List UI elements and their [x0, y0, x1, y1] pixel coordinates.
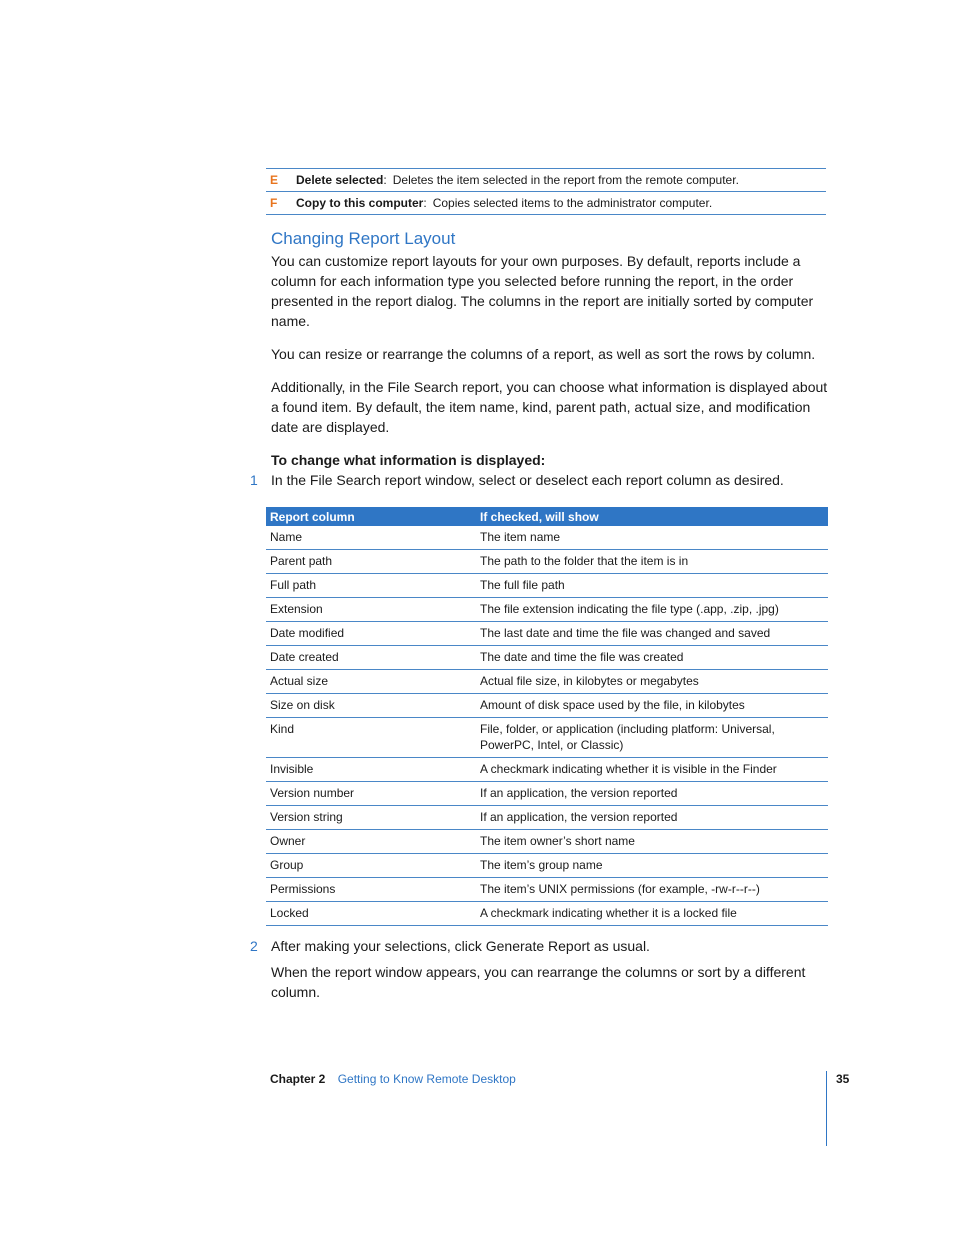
- report-column-name: Version number: [266, 782, 476, 806]
- report-columns-table: [266, 507, 828, 926]
- step-text: In the File Search report window, select or deselect each report column as desired.: [271, 472, 784, 488]
- table-row: [266, 830, 828, 854]
- page-number: 35: [836, 1072, 850, 1086]
- report-column-name: Full path: [266, 574, 476, 598]
- section-heading: Changing Report Layout: [271, 229, 456, 248]
- report-column-description: If an application, the version reported: [476, 782, 828, 806]
- callout-term: Delete selected: [296, 173, 384, 187]
- report-column-name: Locked: [266, 902, 476, 926]
- report-column-name: Parent path: [266, 550, 476, 574]
- table-row: [266, 782, 828, 806]
- report-column-description: The item name: [476, 526, 828, 550]
- table-row: [266, 598, 828, 622]
- table-header-row: [266, 507, 828, 526]
- report-column-name: Date created: [266, 646, 476, 670]
- report-column-description: The item’s UNIX permissions (for example, -rw-r--r--): [476, 878, 828, 902]
- report-column-description: The path to the folder that the item is in: [476, 550, 828, 574]
- report-column-description: The full file path: [476, 574, 828, 598]
- report-column-description: Actual file size, in kilobytes or megabytes: [476, 670, 828, 694]
- report-column-description: If an application, the version reported: [476, 806, 828, 830]
- callout-item-f: F Copy to this computer : Copies selected items to the administrator computer.: [266, 192, 826, 215]
- report-column-name: Permissions: [266, 878, 476, 902]
- table-row: [266, 670, 828, 694]
- chapter-title: Getting to Know Remote Desktop: [337, 1072, 516, 1086]
- chapter-label: Chapter 2: [270, 1072, 326, 1086]
- callout-list: [266, 168, 826, 215]
- report-column-description: A checkmark indicating whether it is a locked file: [476, 902, 828, 926]
- report-column-name: Group: [266, 854, 476, 878]
- callout-description: Deletes the item selected in the report from the remote computer.: [392, 173, 739, 187]
- report-column-description: The file extension indicating the file type (.app, .zip, .jpg): [476, 598, 828, 622]
- step-number: 1: [250, 472, 258, 488]
- body-paragraph-2: You can resize or rearrange the columns of a report, as well as sort the rows by column.: [271, 346, 816, 362]
- callout-description: Copies selected items to the administrator computer.: [432, 196, 713, 210]
- step-2: [250, 936, 840, 956]
- callout-letter: E: [270, 173, 279, 187]
- table-header-cell: Report column: [266, 507, 476, 526]
- report-column-name: Version string: [266, 806, 476, 830]
- report-column-name: Name: [266, 526, 476, 550]
- footer-divider: [826, 1071, 827, 1146]
- table-row: [266, 526, 828, 550]
- table-row: [266, 550, 828, 574]
- table-row: [266, 902, 828, 926]
- step-number: 2: [250, 938, 258, 954]
- step-1: [250, 470, 840, 490]
- body-paragraph-1: You can customize report layouts for your own purposes. By default, reports include a column for each information type you selected before running the report, in the order presented in the report dialog. The columns in the report are initially sorted by computer name.: [271, 253, 814, 329]
- table-row: [266, 758, 828, 782]
- report-column-name: Kind: [266, 718, 476, 758]
- table-row: [266, 694, 828, 718]
- body-paragraph-3: Additionally, in the File Search report, you can choose what information is displayed about a found item. By default, the item name, kind, parent path, actual size, and modification date are displayed.: [271, 379, 828, 435]
- step-text: After making your selections, click Generate Report as usual.: [271, 938, 650, 954]
- table-row: [266, 854, 828, 878]
- report-column-description: A checkmark indicating whether it is visible in the Finder: [476, 758, 828, 782]
- callout-item-e: E Delete selected : Deletes the item selected in the report from the remote computer.: [266, 169, 826, 192]
- table-row: [266, 718, 828, 758]
- closing-paragraph: When the report window appears, you can rearrange the columns or sort by a different column.: [271, 964, 806, 1000]
- table-header-cell: If checked, will show: [476, 507, 828, 526]
- report-column-description: The item owner’s short name: [476, 830, 828, 854]
- table-row: [266, 646, 828, 670]
- report-column-name: Date modified: [266, 622, 476, 646]
- report-column-description: Amount of disk space used by the file, in kilobytes: [476, 694, 828, 718]
- callout-term: Copy to this computer: [296, 196, 424, 210]
- callout-letter: F: [270, 196, 278, 210]
- report-column-description: The last date and time the file was changed and saved: [476, 622, 828, 646]
- page-footer: [270, 1072, 516, 1086]
- report-column-description: The date and time the file was created: [476, 646, 828, 670]
- report-column-description: The item’s group name: [476, 854, 828, 878]
- report-column-description: File, folder, or application (including platform: Universal, PowerPC, Intel, or Classic): [476, 718, 828, 758]
- table-row: [266, 878, 828, 902]
- table-row: [266, 806, 828, 830]
- report-column-name: Extension: [266, 598, 476, 622]
- report-column-name: Owner: [266, 830, 476, 854]
- report-column-name: Actual size: [266, 670, 476, 694]
- procedure-title: To change what information is displayed:: [271, 452, 546, 468]
- report-column-name: Size on disk: [266, 694, 476, 718]
- table-row: [266, 622, 828, 646]
- report-column-name: Invisible: [266, 758, 476, 782]
- table-row: [266, 574, 828, 598]
